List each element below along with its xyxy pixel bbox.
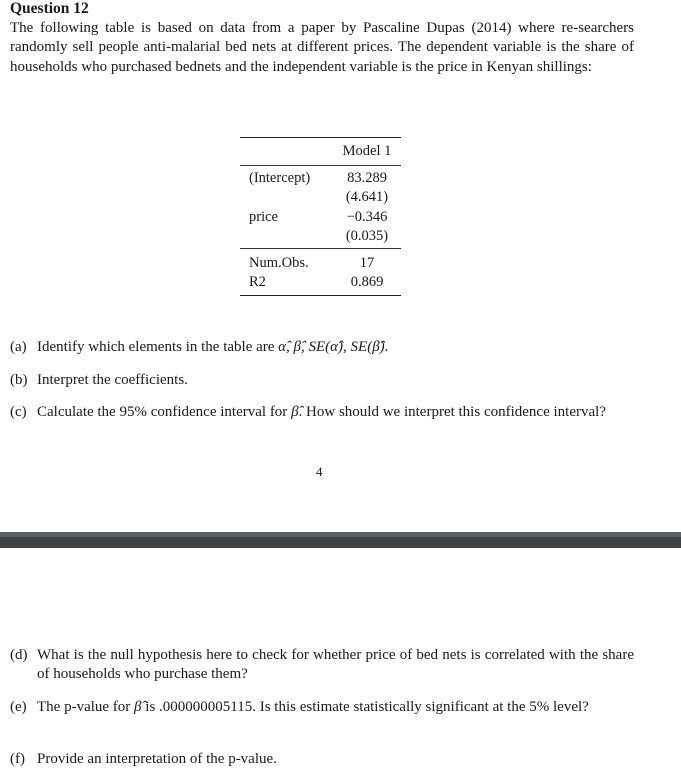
- item-text: [37, 698, 634, 717]
- table-bottom-rule: [240, 295, 401, 296]
- question-item-d: [10, 646, 634, 685]
- table-stat-value: 0.869: [350, 274, 384, 290]
- item-text: [37, 338, 634, 357]
- item-label: (e): [10, 699, 27, 715]
- item-text-pre: The p-value for: [37, 699, 135, 715]
- table-header-rule: [240, 165, 401, 166]
- table-stat-label: R2: [249, 274, 266, 290]
- item-text-post: .: [384, 339, 389, 355]
- table-stats-rule: [240, 248, 401, 249]
- page-number: 4: [316, 464, 323, 479]
- item-text: [37, 403, 634, 422]
- question-item-f: [10, 750, 634, 769]
- item-text-pre: Identify which elements in the table are: [37, 339, 279, 355]
- question-item-a: [10, 338, 634, 357]
- question-item-e: [10, 698, 634, 717]
- item-text: What is the null hypothesis here to check for whether price of bed nets is correlated with the share of households who purchase them?: [37, 647, 634, 683]
- table-header-model: Model 1: [342, 143, 392, 159]
- question-item-c: [10, 403, 634, 422]
- table-row-se: (0.035): [345, 228, 389, 244]
- table-row-se: (4.641): [345, 189, 389, 205]
- page-bottom: [0, 548, 681, 783]
- item-text: Interpret the coefficients.: [37, 372, 188, 388]
- question-item-b: [10, 371, 634, 390]
- item-math: β̂: [291, 404, 299, 420]
- item-label: (c): [10, 404, 27, 420]
- question-title: Question 12: [10, 0, 89, 17]
- table-stat-label: Num.Obs.: [249, 255, 309, 271]
- page-separator: [0, 532, 681, 548]
- item-text: Provide an interpretation of the p-value.: [37, 751, 277, 767]
- item-text-post: is .000000005115. Is this estimate statistically significant at the 5% level?: [141, 699, 589, 715]
- item-math: α̂, β̂, SE(α̂), SE(β̂): [278, 339, 385, 355]
- table-top-rule: [240, 137, 401, 138]
- item-math: β̂: [134, 699, 142, 715]
- item-label: (f): [10, 751, 25, 767]
- table-stat-value: 17: [359, 255, 375, 271]
- table-row-label: price: [249, 209, 278, 225]
- item-label: (a): [10, 339, 27, 355]
- item-label: (b): [10, 372, 28, 388]
- item-text-pre: Calculate the 95% confidence interval for: [37, 404, 292, 420]
- question-intro: The following table is based on data from a paper by Pascaline Dupas (2014) where re-searchers randomly sell people anti-malarial bed nets at different prices. The dependent variable is the share of households who purchased bednets and the independent variable is the price in Kenyan shillings:: [10, 20, 634, 75]
- item-label: (d): [10, 647, 28, 663]
- table-row-estimate: 83.289: [347, 170, 387, 186]
- item-text-post: . How should we interpret this confidence interval?: [298, 404, 606, 420]
- table-row-label: (Intercept): [249, 170, 311, 186]
- table-row-estimate: −0.346: [346, 209, 388, 225]
